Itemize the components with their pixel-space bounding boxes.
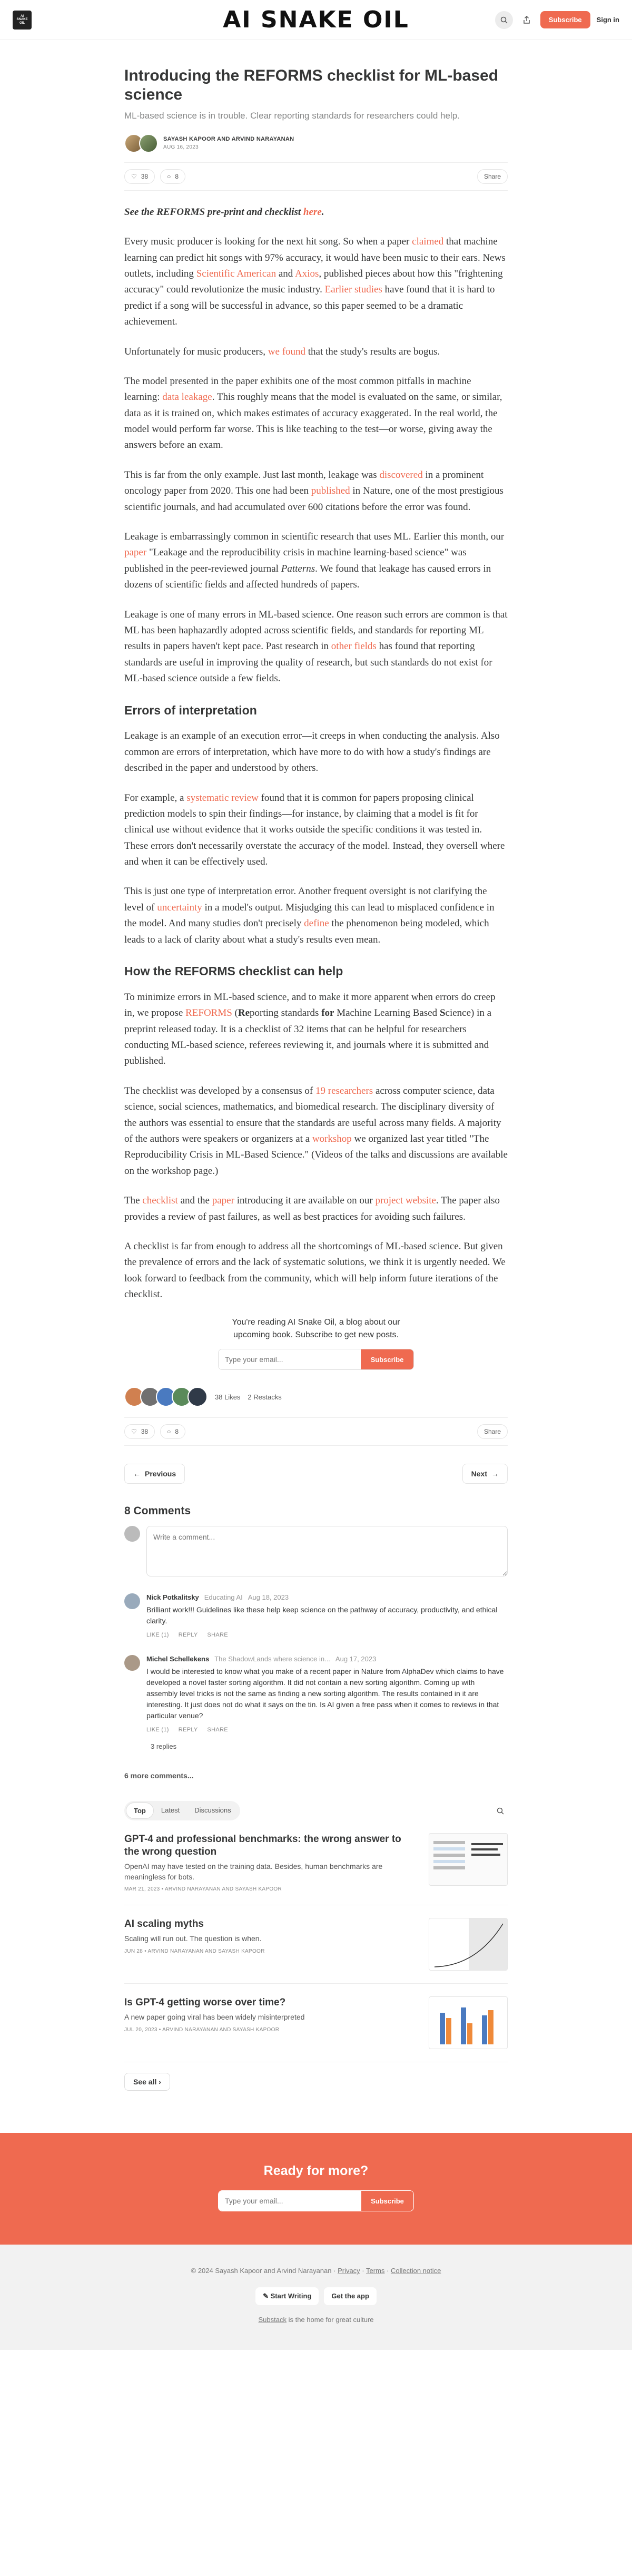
paragraph: Leakage is one of many errors in ML-based science. One reason such errors are common is that ML has been haphazardly adopted across scientific fields, and standards for reporting ML results in papers haven't kept pace. Past research in other fields has found that reporting standards are useful in improving the quality of research, but such standards do not exist for ML-based science outside a few fields.: [124, 609, 508, 684]
comments-title: 8 Comments: [124, 1505, 191, 1517]
inline-link[interactable]: data leakage: [162, 391, 212, 403]
substack-link[interactable]: Substack: [258, 2316, 287, 2324]
site-logo[interactable]: [13, 11, 32, 30]
footer-tagline: is the home for great culture: [288, 2316, 374, 2324]
like-count: 38: [141, 1428, 149, 1436]
subscribe-text: You're reading AI Snake Oil, a blog about our upcoming book. Subscribe to get new posts.: [232, 1318, 400, 1340]
comment-text: I would be interested to know what you make of a recent paper in Nature from AlphaDev which claims to have developed a novel faster sorting algorithm. It did not contain a new sorting algorithm. Coming up with assembly level tricks is not the same as finding a new sorting algorithm. The results contained in it are interesting. It just does not do what it says on the tin. Is AI given a free pass when it comes to reviews in that particular venue?: [146, 1667, 504, 1720]
logo-text-3: OIL: [19, 21, 25, 25]
like-button[interactable]: [124, 1424, 155, 1439]
comment-reply-button[interactable]: REPLY: [178, 1632, 198, 1639]
terms-link[interactable]: Terms: [366, 2267, 385, 2275]
author-names[interactable]: SAYASH KAPOOR AND ARVIND NARAYANAN: [163, 136, 294, 143]
paragraph: Leakage is embarrassingly common in scientific research that uses ML. Earlier this month, our paper "Leakage and the reproducibility crisis in machine learning-based science" was published in the peer-reviewed journal Patterns. We found that leakage has caused errors in dozens of scientific fields and affected hundreds of papers.: [124, 531, 505, 591]
tab-top[interactable]: Top: [126, 1803, 154, 1819]
archive-item-title[interactable]: Is GPT-4 getting worse over time?: [124, 1997, 286, 2009]
post-actions: [124, 162, 508, 191]
share-button[interactable]: Share: [477, 169, 508, 184]
inline-link[interactable]: published: [311, 485, 350, 497]
archive-tabs: [124, 1801, 508, 1820]
arrow-left-icon: ←: [133, 1470, 141, 1478]
inline-link[interactable]: Axios: [295, 268, 319, 279]
inline-link[interactable]: 19 researchers: [315, 1085, 373, 1096]
inline-link[interactable]: checklist: [142, 1195, 178, 1207]
copyright: © 2024 Sayash Kapoor and Arvind Narayanan: [191, 2267, 332, 2275]
inline-link[interactable]: Earlier studies: [324, 284, 382, 296]
share-button[interactable]: Share: [477, 1424, 508, 1439]
heart-icon: ♡: [131, 172, 137, 180]
search-icon[interactable]: [495, 11, 513, 29]
subscribe-submit-button[interactable]: Subscribe: [361, 1349, 413, 1369]
logo-text-2: SNAKE: [16, 18, 28, 22]
comment-share-button[interactable]: SHARE: [207, 1632, 228, 1639]
comment-reply-button[interactable]: REPLY: [178, 1727, 198, 1733]
ready-title: Ready for more?: [263, 2163, 369, 2179]
liker-avatar[interactable]: [187, 1387, 208, 1407]
paragraph: Unfortunately for music producers, we found that the study's results are bogus.: [124, 346, 440, 357]
comment-composer: [124, 1526, 508, 1576]
archive-item[interactable]: [124, 1820, 508, 1905]
archive-thumbnail[interactable]: [429, 1996, 508, 2049]
see-all-button[interactable]: See all ›: [124, 2073, 170, 2091]
inline-link[interactable]: uncertainty: [157, 902, 202, 913]
top-bar: [0, 0, 632, 40]
paragraph: The checklist and the paper introducing it are available on our project website. The paper also provides a review of past failures, as well as best practices for avoiding such failures.: [124, 1195, 500, 1222]
search-icon[interactable]: [493, 1804, 508, 1818]
privacy-link[interactable]: Privacy: [338, 2267, 360, 2275]
commenter-avatar[interactable]: [124, 1593, 140, 1609]
get-app-button[interactable]: Get the app: [324, 2287, 377, 2305]
collection-notice-link[interactable]: Collection notice: [390, 2267, 441, 2275]
post-body: [124, 204, 508, 1303]
inline-link[interactable]: discovered: [379, 469, 423, 481]
replies-toggle[interactable]: 3 replies: [151, 1742, 177, 1751]
comment-text: Brilliant work!!! Guidelines like these help keep science on the pathway of accuracy, productivity, and ethical clarity.: [146, 1605, 498, 1625]
post-date: AUG 16, 2023: [163, 144, 199, 151]
section-heading: Errors of interpretation: [124, 703, 257, 717]
paragraph: To minimize errors in ML-based science, and to make it more apparent when errors do creep in, we propose REFORMS (Reporting standards for Machine Learning Based Science) in a preprint released today. It is a checklist of 32 items that can be helpful for researchers conducting ML-based science, referees reviewing it, and journals where it is submitted and published.: [124, 991, 496, 1067]
likers-row: [124, 1387, 508, 1407]
archive-item-subtitle: Scaling will run out. The question is when.: [124, 1934, 262, 1943]
comment-like-button[interactable]: LIKE (1): [146, 1632, 169, 1639]
comment-like-button[interactable]: LIKE (1): [146, 1727, 169, 1733]
heart-icon: ♡: [131, 1428, 137, 1436]
restacks-count-link[interactable]: 2 Restacks: [248, 1393, 282, 1401]
inline-link[interactable]: we found: [268, 346, 306, 357]
email-input[interactable]: [219, 1349, 361, 1369]
post-actions-bottom: [124, 1417, 508, 1446]
comment-share-button[interactable]: SHARE: [207, 1727, 228, 1733]
comment-icon: ○: [167, 172, 171, 180]
author-avatar[interactable]: [139, 134, 158, 153]
comment: [124, 1593, 508, 1638]
comment-button[interactable]: [160, 169, 185, 184]
comment-button[interactable]: [160, 1424, 185, 1439]
share-icon[interactable]: [519, 13, 534, 27]
paragraph: This is just one type of interpretation error. Another frequent oversight is not clarifying the level of uncertainty in a model's output. Misjudging this can lead to misplaced confidence in the model. And many studies don't precisely define the phenomenon being modeled, which leads to a lack of clarity about what a study's results even mean.: [124, 886, 495, 945]
like-button[interactable]: [124, 169, 155, 184]
post-navigation: [124, 1464, 508, 1484]
post-title: Introducing the REFORMS checklist for ML-based science: [124, 67, 499, 103]
paragraph: A checklist is far from enough to address all the shortcomings of ML-based science. But given the prevalence of errors and the lack of systematic solutions, we think it is urgently needed. We look forward to feedback from the community, which will help inform future iterations of the checklist.: [124, 1240, 506, 1300]
inline-link[interactable]: claimed: [412, 236, 444, 248]
signin-link[interactable]: Sign in: [596, 16, 619, 24]
paragraph: Every music producer is looking for the next hit song. So when a paper claimed that machine learning can predict hit songs with 97% accuracy, it would have been music to their ears. News outlets, including Scientific American and Axios, published pieces about how this "frightening accuracy" could revolutionize the music industry. Earlier studies have found that it is hard to predict if a song will be successful in advance, so this paper seemed to be a dramatic achievement.: [124, 236, 506, 328]
archive-item-meta: JUL 20, 2023 • ARVIND NARAYANAN AND SAYASH KAPOOR: [124, 2026, 280, 2033]
comment-count: 8: [175, 172, 179, 180]
comment-input[interactable]: [146, 1526, 508, 1576]
footer: © 2024 Sayash Kapoor and Arvind Narayanan · Privacy · Terms · Collection notice ✎ Start Writing Get the app Substack is the home for great culture: [0, 2245, 632, 2350]
commenter-publication[interactable]: The ShadowLands where science in...: [214, 1655, 330, 1663]
ready-banner: [0, 2133, 632, 2245]
inline-link[interactable]: paper: [124, 547, 147, 559]
logo-text-1: AI: [21, 14, 24, 18]
next-button[interactable]: Next →: [462, 1464, 508, 1484]
ready-subscribe-button[interactable]: Subscribe: [361, 2191, 413, 2211]
pen-icon: ✎: [263, 2292, 269, 2300]
comment-date[interactable]: Aug 18, 2023: [248, 1593, 289, 1602]
inline-link[interactable]: workshop: [312, 1133, 352, 1144]
previous-button[interactable]: ← Previous: [124, 1464, 185, 1484]
inline-link[interactable]: define: [304, 918, 329, 929]
comment-date[interactable]: Aug 17, 2023: [335, 1655, 377, 1663]
commenter-publication[interactable]: Educating AI: [204, 1593, 243, 1602]
archive-item[interactable]: [124, 1905, 508, 1984]
archive-item-meta: JUN 28 • ARVIND NARAYANAN AND SAYASH KAPOOR: [124, 1948, 265, 1954]
like-count: 38: [141, 172, 149, 180]
paragraph: The checklist was developed by a consensus of 19 researchers across computer science, data science, social sciences, mathematics, and biomedical research. The disciplinary diversity of the authors was essential to ensure that the standards are useful across many fields. A majority of the authors were speakers or organizers at a workshop we organized last year titled "The Reproducibility Crisis in ML-Based Science." (Videos of the talks and discussions are available on the workshop page.): [124, 1085, 508, 1177]
paragraph: Leakage is an example of an execution error—it creeps in when conducting the analysis. Also common are errors of interpretation, which have more to do with how a study's findings are described in the paper and understood by others.: [124, 730, 500, 774]
chevron-right-icon: ›: [159, 2078, 161, 2087]
subscribe-box: [124, 1316, 508, 1370]
section-heading: How the REFORMS checklist can help: [124, 964, 343, 978]
comment-icon: ○: [167, 1428, 171, 1436]
commenter-name[interactable]: Michel Schellekens: [146, 1655, 210, 1663]
more-comments-link[interactable]: 6 more comments...: [124, 1771, 194, 1780]
checklist-link[interactable]: here: [303, 206, 322, 218]
commenter-avatar[interactable]: [124, 1655, 140, 1671]
archive-thumbnail[interactable]: [429, 1918, 508, 1971]
archive-item-subtitle: A new paper going viral has been widely misinterpreted: [124, 2012, 305, 2021]
archive-item-subtitle: OpenAI may have tested on the training data. Besides, human benchmarks are meaningless for bots.: [124, 1862, 383, 1881]
user-avatar: [124, 1526, 140, 1542]
inline-link[interactable]: project website: [375, 1195, 436, 1207]
inline-link[interactable]: systematic review: [186, 792, 259, 804]
archive-item-title[interactable]: GPT-4 and professional benchmarks: the wrong answer to the wrong question: [124, 1834, 401, 1858]
archive-item-title[interactable]: AI scaling myths: [124, 1918, 204, 1930]
inline-link[interactable]: Scientific American: [196, 268, 276, 279]
archive-item-meta: MAR 21, 2023 • ARVIND NARAYANAN AND SAYASH KAPOOR: [124, 1886, 282, 1893]
site-title[interactable]: AI SNAKE OIL: [223, 6, 409, 33]
byline: [124, 134, 508, 153]
post-subtitle: ML-based science is in trouble. Clear reporting standards for researchers could help.: [124, 111, 460, 121]
likes-count-link[interactable]: 38 Likes: [215, 1393, 241, 1401]
comment: [124, 1655, 508, 1733]
inline-link[interactable]: REFORMS: [185, 1007, 232, 1019]
post-main: [124, 66, 508, 2091]
subscribe-button[interactable]: Subscribe: [540, 11, 590, 28]
tab-discussions[interactable]: Discussions: [194, 1806, 231, 1815]
inline-link[interactable]: other fields: [331, 641, 377, 652]
paragraph: The model presented in the paper exhibits one of the most common pitfalls in machine learning: data leakage. This roughly means that the model is evaluated on the same, or similar, data as it is trained on, which makes estimates of accuracy exaggerated. In the real world, the model would perform far worse. This is like teaching to the test—or worse, giving away the answers before an exam.: [124, 375, 502, 451]
intro-paragraph: See the REFORMS pre-print and checklist here.: [124, 206, 324, 218]
inline-link[interactable]: paper: [212, 1195, 234, 1207]
ready-email-input[interactable]: [219, 2191, 361, 2211]
start-writing-button[interactable]: ✎ Start Writing: [255, 2287, 319, 2305]
tab-latest[interactable]: Latest: [161, 1806, 180, 1815]
commenter-name[interactable]: Nick Potkalitsky: [146, 1593, 199, 1602]
paragraph: For example, a systematic review found that it is common for papers proposing clinical prediction models to spin their findings—for instance, by claiming that a model is fit for clinical use without evidence that it works outside the specific conditions it was tested in. These errors don't necessarily overstate the accuracy of the model. Instead, they oversell where and when it can be effectively used.: [124, 792, 505, 868]
archive-item[interactable]: [124, 1984, 508, 2062]
archive-thumbnail[interactable]: [429, 1833, 508, 1886]
comment-count: 8: [175, 1428, 179, 1436]
paragraph: This is far from the only example. Just last month, leakage was discovered in a prominent oncology paper from 2020. This one had been published in Nature, one of the most prestigious scientific journals, and had accumulated over 600 citations before the error was found.: [124, 469, 503, 513]
arrow-right-icon: →: [491, 1470, 499, 1478]
